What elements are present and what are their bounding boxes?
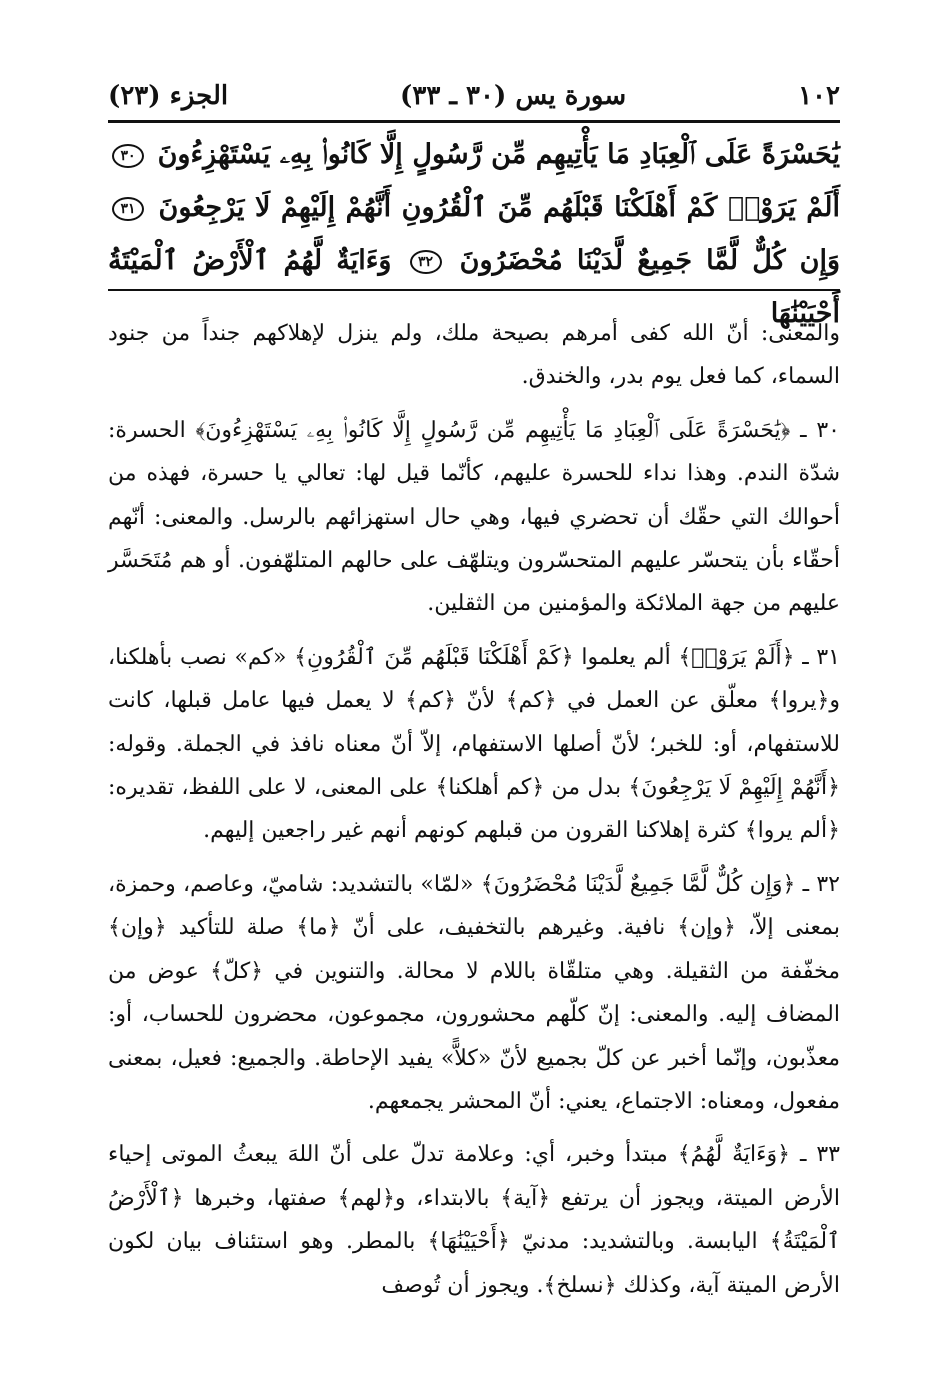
surah-title: سورة يس (٣٠ ـ ٣٣): [400, 81, 627, 111]
tafsir-commentary: [108, 312, 840, 1317]
verses-divider: [108, 289, 840, 291]
commentary-paragraph: ٣٢ ـ ﴿وَإِن كُلٌّ لَّمَّا جَمِيعٌ لَّدَيْنَا مُحْضَرُونَ﴾ «لمّا» بالتشديد: شاميّ، وعاصم، وحمزة، بمعنى إلاّ، ﴿وإن﴾ نافية. وغيرهم بالتخفيف، على أنّ ﴿ما﴾ صلة للتأكيد ﴿وإن﴾ مخفّفة من الثقيلة. وهي متلقّاة باللام لا محالة. والتنوين في ﴿كلّ﴾ عوض من المضاف إليه. والمعنى: إنّ كلّهم محشورون، مجموعون، محضرون للحساب، أو: معذّبون، وإنّما أخبر عن كلّ بجميع لأنّ «كلاًّ» يفيد الإحاطة. والجميع: فعيل، بمعنى مفعول، ومعناه: الاجتماع، يعني: أنّ المحشر يجمعهم.: [108, 871, 840, 1114]
header-divider: [108, 120, 840, 123]
commentary-paragraph: ٣٠ ـ ﴿يَٰحَسْرَةً عَلَى ٱلْعِبَادِ مَا يَأْتِيهِم مِّن رَّسُولٍ إِلَّا كَانُوا۟ بِهِۦ يَسْتَهْزِءُونَ﴾ الحسرة: شدّة الندم. وهذا نداء للحسرة عليهم، كأنّما قيل لها: تعالي يا حسرة، فهذه من أحوالك التي حقّك أن تحضري فيها، وهي حال استهزائهم بالرسل. والمعنى: أنّهم أحقّاء بأن يتحسّر عليهم المتحسّرون ويتلهّف على حالهم المتلهّفون. أو هم مُتَحَسَّر عليهم من جهة الملائكة والمؤمنين من الثقلين.: [108, 417, 840, 617]
verse-text: أَلَمْ يَرَوْا۟ كَمْ أَهْلَكْنَا قَبْلَهُم مِّنَ ٱلْقُرُونِ أَنَّهُمْ إِلَيْهِمْ لَا يَرْجِعُونَ: [158, 192, 840, 223]
verse-text: وَءَايَةٌ لَّهُمُ ٱلْأَرْضُ ٱلْمَيْتَةُ أَحْيَيْنَٰهَا: [108, 245, 840, 329]
commentary-paragraph: والمعنى: أنّ الله كفى أمرهم بصيحة ملك، ولم ينزل لإهلاكهم جنداً من جنود السماء، كما فعل يوم بدر، والخندق.: [108, 321, 840, 390]
quran-verses: [108, 128, 840, 340]
verse-number-marker: ٣٢: [410, 250, 442, 274]
verse-text: وَإِن كُلٌّ لَّمَّا جَمِيعٌ لَّدَيْنَا مُحْضَرُونَ: [459, 245, 840, 276]
verse-number-marker: ٣٠: [112, 144, 144, 168]
verse-text: يَٰحَسْرَةً عَلَى ٱلْعِبَادِ مَا يَأْتِيهِم مِّن رَّسُولٍ إِلَّا كَانُوا۟ بِهِۦ يَسْتَهْزِءُونَ: [157, 139, 840, 170]
verse-number-marker: ٣١: [112, 197, 144, 221]
page-header: [108, 76, 840, 116]
commentary-paragraph: ٣١ ـ ﴿أَلَمْ يَرَوْا۟﴾ ألم يعلموا ﴿كَمْ أَهْلَكْنَا قَبْلَهُم مِّنَ ٱلْقُرُونِ﴾ «كم» نصب بأهلكنا، و﴿يروا﴾ معلّق عن العمل في ﴿كم﴾ لأنّ ﴿كم﴾ لا يعمل فيها عامل قبلها، كانت للاستفهام، أو: للخبر؛ لأنّ أصلها الاستفهام، إلاّ أنّ معناه نافذ في الجملة. وقوله: ﴿أَنَّهُمْ إِلَيْهِمْ لَا يَرْجِعُونَ﴾ بدل من ﴿كم أهلكنا﴾ على المعنى، لا على اللفظ، تقديره: ﴿ألم يروا﴾ كثرة إهلاكنا القرون من قبلهم كونهم أنهم غير راجعين إليهم.: [108, 644, 840, 844]
commentary-paragraph: ٣٣ ـ ﴿وَءَايَةٌ لَّهُمُ﴾ مبتدأ وخبر، أي: وعلامة تدلّ على أنّ اللهَ يبعثُ الموتى إحياء الأرض الميتة، ويجوز أن يرتفع ﴿آية﴾ بالابتداء، و﴿لهم﴾ صفتها، وخبرها ﴿ٱلْأَرْضُ ٱلْمَيْتَةُ﴾ اليابسة. وبالتشديد: مدنيّ ﴿أَحْيَيْنَٰهَا﴾ بالمطر. وهو استئناف بيان لكون الأرض الميتة آية، وكذلك ﴿نسلخ﴾. ويجوز أن تُوصف: [108, 1142, 840, 1298]
page-number: ١٠٢: [798, 81, 840, 111]
juz-label: الجزء (٢٣): [108, 81, 229, 111]
